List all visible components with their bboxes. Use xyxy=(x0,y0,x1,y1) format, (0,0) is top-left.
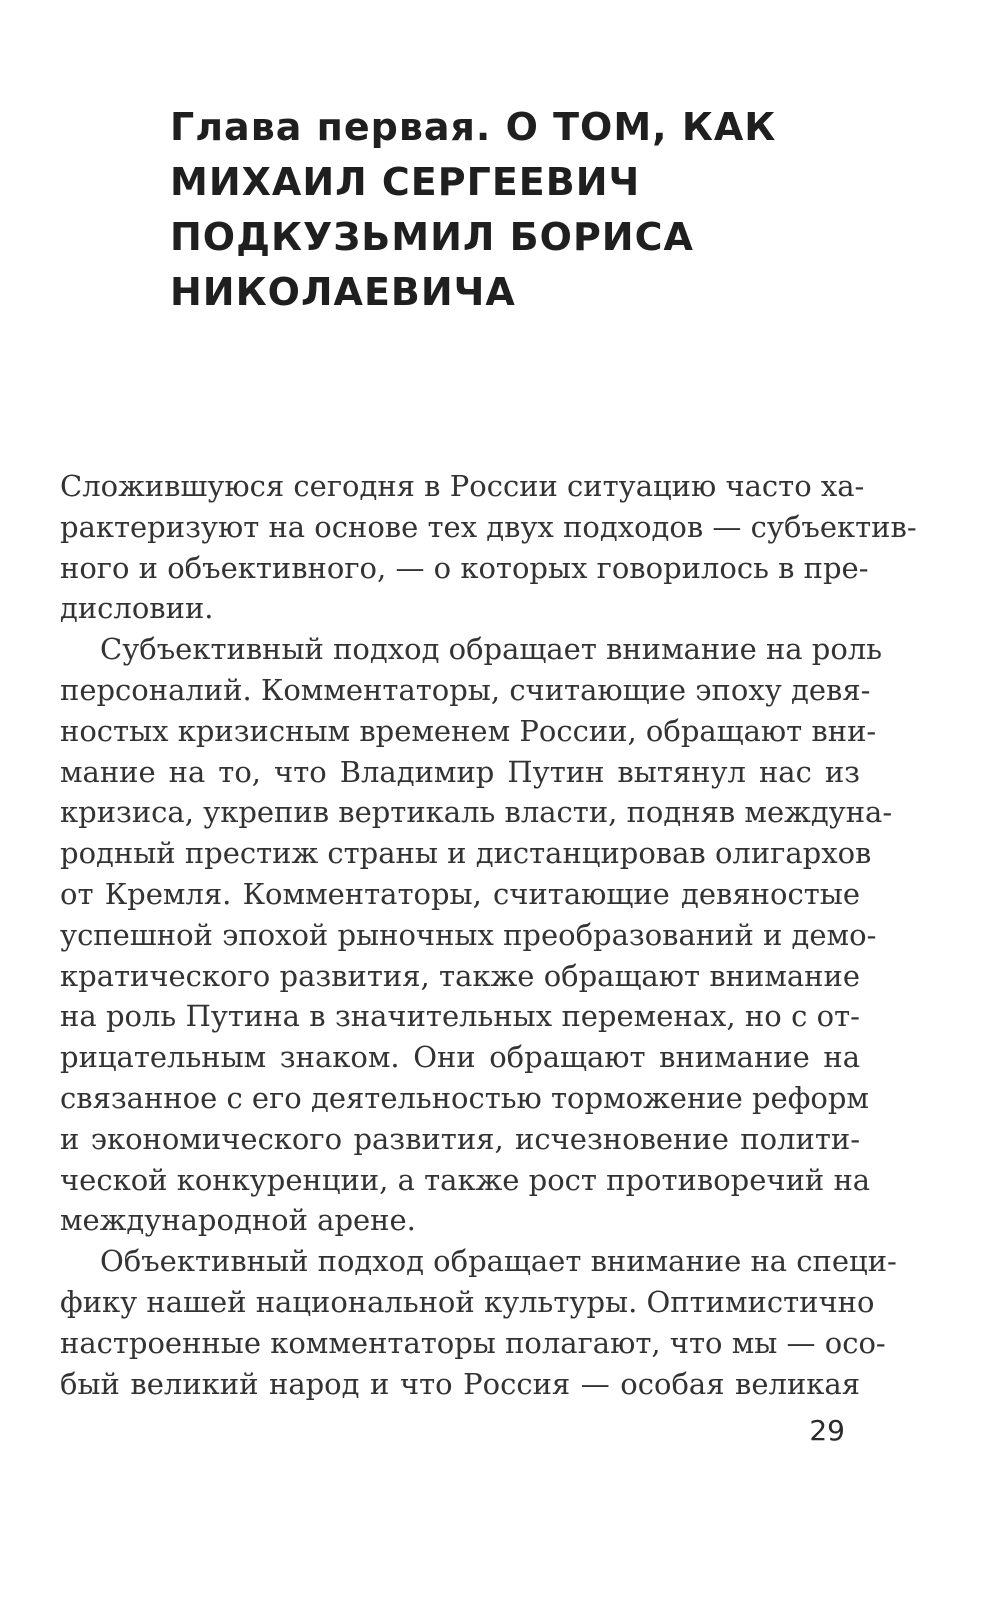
body-text xyxy=(60,466,917,1404)
text-line: успешной эпохой рыночных преобразований и демо- xyxy=(60,917,877,952)
text-line: на роль Путина в значительных переменах, но с от- xyxy=(60,999,860,1034)
paragraph-3 xyxy=(60,1241,897,1404)
text-line: связанное с его деятельностью торможение реформ xyxy=(60,1080,869,1115)
text-line: мание на то, что Владимир Путин вытянул нас из xyxy=(60,754,860,789)
text-line: международной арене. xyxy=(60,1203,416,1238)
chapter-title-line: Глава первая. О ТОМ, КАК xyxy=(170,105,777,149)
text-line: рицательным знаком. Они обращают внимание на xyxy=(60,1040,860,1075)
text-line: родный престиж страны и дистанцировав олигархов xyxy=(60,836,872,871)
text-line: настроенные комментаторы полагают, что мы — осо- xyxy=(60,1325,886,1360)
chapter-title-line: МИХАИЛ СЕРГЕЕВИЧ xyxy=(170,160,641,204)
text-line: Объективный подход обращает внимание на специ- xyxy=(100,1244,897,1279)
text-line: от Кремля. Комментаторы, считающие девяностые xyxy=(60,876,860,911)
text-line: ного и объективного, — о которых говорилось в пре- xyxy=(60,550,869,585)
text-line: и экономического развития, исчезновение полити- xyxy=(60,1121,860,1156)
paragraph-1 xyxy=(60,466,917,629)
text-line: фику нашей национальной культуры. Оптимистично xyxy=(60,1284,875,1319)
text-line: дисловии. xyxy=(60,591,214,626)
text-line: ческой конкуренции, а также рост противоречий на xyxy=(60,1162,871,1197)
text-line: ностых кризисным временем России, обращают вни- xyxy=(60,713,877,748)
text-line: Субъективный подход обращает внимание на роль xyxy=(100,632,883,667)
chapter-title xyxy=(170,100,777,320)
text-line: кратического развития, также обращают внимание xyxy=(60,958,860,993)
page-number: 29 xyxy=(809,1414,845,1447)
text-line: бый великий народ и что Россия — особая великая xyxy=(60,1366,860,1401)
chapter-title-line: НИКОЛАЕВИЧА xyxy=(170,270,516,314)
chapter-title-line: ПОДКУЗЬМИЛ БОРИСА xyxy=(170,215,694,259)
paragraph-2 xyxy=(60,629,893,1241)
text-line: персоналий. Комментаторы, считающие эпоху девя- xyxy=(60,672,871,707)
text-line: Сложившуюся сегодня в России ситуацию часто ха- xyxy=(60,469,865,503)
text-line: рактеризуют на основе тех двух подходов — субъектив- xyxy=(60,509,917,544)
text-line: кризиса, укрепив вертикаль власти, подняв междуна- xyxy=(60,795,893,830)
